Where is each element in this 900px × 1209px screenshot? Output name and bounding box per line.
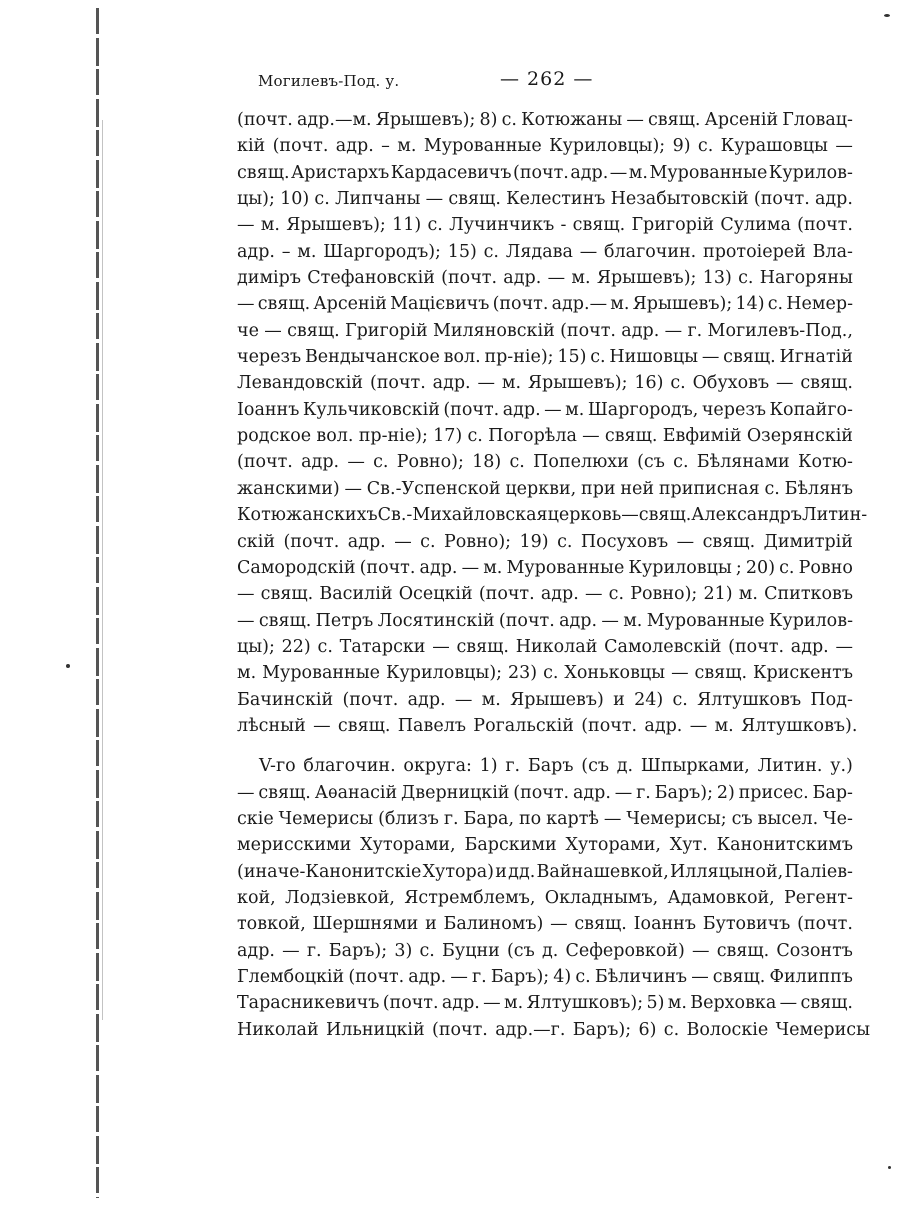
running-title: Могилевъ-Под. у.	[258, 72, 400, 90]
text-line: че — свящ. Григорій Миляновскій (почт. адр. — г. Могилевъ-Под.,	[237, 320, 853, 341]
text-line: Тарасникевичъ (почт. адр. — м. Ялтушковъ); 5) м. Верховка — свящ.	[237, 993, 853, 1014]
text-line: скій (почт. адр. — с. Ровно); 19) с. Посуховъ — свящ. Димитрій	[237, 531, 853, 552]
text-line: (почт. адр.—м. Ярышевъ); 8) с. Котюжаны — свящ. Арсеній Гловац-	[237, 110, 853, 130]
text-line: диміръ Стефановскій (почт. адр. — м. Ярышевъ); 13) с. Нагоряны	[237, 268, 853, 289]
text-line: цы); 10) с. Липчаны — свящ. Келестинъ Незабытовскій (почт. адр.	[237, 189, 853, 210]
text-line: черезъ Вендычанское вол. пр-ніе); 15) с. Нишовцы — свящ. Игнатій	[237, 347, 853, 368]
text-line: — м. Ярышевъ); 11) с. Лучинчикъ - свящ. Григорій Сулима (почт.	[237, 215, 853, 236]
text-line: — свящ. Арсеній Мацієвичъ (почт. адр.— м. Ярышевъ); 14) с. Немер-	[237, 294, 853, 315]
scan-speck	[66, 664, 70, 668]
scan-speck	[888, 1166, 891, 1169]
text-line: — свящ. Петръ Лосятинскій (почт. адр. — м. Мурованные Курилов-	[237, 610, 853, 631]
text-line: кой, Лодзіевкой, Ястремблемъ, Окладнымъ, Адамовкой, Регент-	[237, 887, 853, 908]
body-text	[237, 107, 871, 1043]
text-line: (почт. адр. — с. Ровно); 18) с. Попелюхи (съ с. Бѣлянами Котю-	[237, 452, 853, 473]
text-line: Николай Ильницкій (почт. адр.—г. Баръ); 6) с. Волоскіе Чемерисы	[237, 1019, 871, 1040]
text-line: Котюжанскихъ Св.-Михайловская церковь — свящ. Александръ Литин-	[237, 505, 868, 526]
text-line: Бачинскій (почт. адр. — м. Ярышевъ) и 24) с. Ялтушковъ Под-	[237, 689, 853, 710]
binding-edge-line	[96, 8, 99, 1198]
text-line: товкой, Шершнями и Балиномъ) — свящ. Іоаннъ Бутовичъ (почт.	[237, 914, 853, 935]
text-line: (иначе-Канонитскіе Хутора) и дд. Вайнашевкой, Илляцыной, Паліев-	[237, 861, 853, 882]
paragraph-gap	[237, 739, 853, 753]
scan-speck	[884, 14, 890, 17]
text-line: лѣсный — свящ. Павелъ Рогальскій (почт. адр. — м. Ялтушковъ).	[237, 715, 858, 736]
text-line: Глембоцкій (почт. адр. — г. Баръ); 4) с. Бѣличинъ — свящ. Филиппъ	[237, 967, 853, 987]
text-line: адр. – м. Шаргородъ); 15) с. Лядава — благочин. протоіерей Вла-	[237, 241, 853, 262]
text-line: — свящ. Василій Осецкій (почт. адр. — с. Ровно); 21) м. Спитковъ	[237, 584, 853, 605]
text-line: м. Мурованные Куриловцы); 23) с. Хоньковцы — свящ. Крискентъ	[237, 663, 853, 684]
text-line: скіе Чемерисы (близъ г. Бара, по картѣ — Чемерисы; съ высел. Че-	[237, 808, 853, 829]
text-line: — свящ. Аѳанасій Дверницкій (почт. адр. — г. Баръ); 2) присес. Бар-	[237, 782, 853, 803]
text-line: Іоаннъ Кульчиковскій (почт. адр. — м. Шаргородъ, черезъ Копайго-	[237, 399, 853, 420]
text-line: Самородскій (почт. адр. — м. Мурованные Куриловцы ; 20) с. Ровно	[237, 557, 853, 578]
text-line: V-го благочин. округа: 1) г. Баръ (съ д. Шпырками, Литин. у.)	[259, 756, 853, 777]
text-line: цы); 22) с. Татарски — свящ. Николай Самолевскій (почт. адр. —	[237, 636, 853, 657]
text-line: кій (почт. адр. – м. Мурованные Куриловцы); 9) с. Курашовцы —	[237, 136, 853, 157]
text-line: жанскими) — Св.-Успенской церкви, при ней приписная с. Бѣлянъ	[237, 478, 853, 499]
text-line: Левандовскій (почт. адр. — м. Ярышевъ); 16) с. Обуховъ — свящ.	[237, 373, 853, 394]
text-line: адр. — г. Баръ); 3) с. Буцни (съ д. Сеферовкой) — свящ. Созонтъ	[237, 940, 853, 961]
text-line: родское вол. пр-ніе); 17) с. Погорѣла — свящ. Евфимій Озерянскій	[237, 426, 853, 447]
text-line: свящ. Аристархъ Кардасевичъ (почт. адр. — м. Мурованные Курилов-	[237, 162, 853, 183]
binding-edge-shadow	[102, 120, 103, 1020]
text-line: мерисскими Хуторами, Барскими Хуторами, Хут. Канонитскимъ	[237, 835, 853, 856]
page-number: — 262 —	[500, 68, 594, 90]
